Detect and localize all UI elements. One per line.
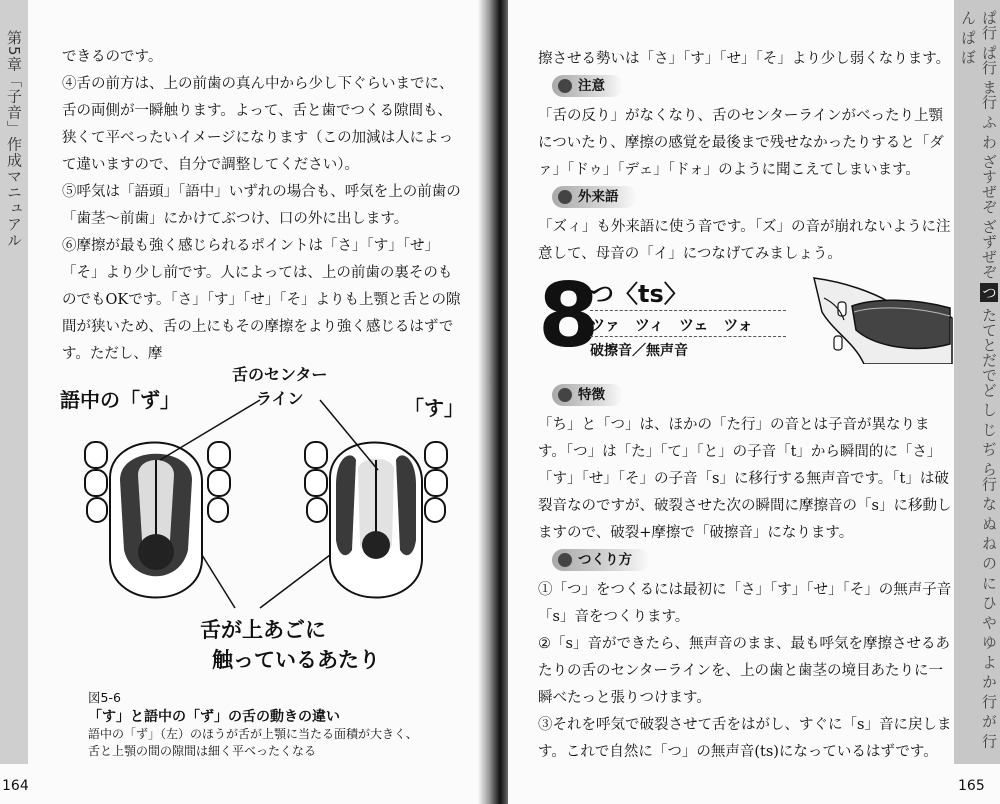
- tongue-illustration-left: [85, 442, 230, 598]
- right-lower-text: [538, 382, 952, 766]
- heading-bullet-icon: [558, 553, 572, 567]
- page-number-right: 165: [958, 778, 985, 794]
- section-heading: [552, 384, 623, 406]
- figure-description: 舌と上顎の間の隙間は細く平べったくなる: [88, 744, 317, 758]
- page-number-left: 164: [2, 778, 29, 794]
- heading-label: 外来語: [578, 188, 619, 205]
- figure-label-center-1: 舌のセンター: [232, 365, 328, 384]
- left-paragraph: できるのです。: [62, 49, 163, 65]
- figure-title: 「す」と語中の「ず」の舌の動きの違い: [88, 709, 340, 725]
- kana-index-tab: [954, 0, 1000, 764]
- figure-label-right: 「す」: [404, 396, 464, 420]
- sound-number: 8: [538, 264, 600, 367]
- tongue-illustration-right: [305, 442, 447, 598]
- figure-label-bottom-2: 触っているあたり: [212, 648, 380, 672]
- divider: [590, 336, 786, 337]
- step-text: ①「つ」をつくるには最初に「さ」「す」「せ」「そ」の無声子音「s」音をつくります。: [538, 582, 952, 625]
- section-text: 「ズィ」も外来語に使う音です。「ズ」の音が崩れないように注意して、母音の「イ」につなげてみましょう。: [538, 219, 951, 262]
- kana-index-current: つ: [980, 285, 998, 301]
- right-page: [508, 0, 1000, 804]
- figure-number: 図5-6: [88, 690, 121, 705]
- left-paragraph: ⑥摩擦が最も強く感じられるポイントは「さ」「す」「せ」「そ」より少し前です。人によっては、上の前歯の裏そのものでもOKです。「さ」「す」「せ」「そ」よりも上顎と舌との隙間が狭いため、舌の上にもその摩擦をより強く感じるはずです。ただし、摩: [62, 238, 461, 362]
- sound-variants: ツァ ツィ ツェ ツォ: [590, 316, 753, 334]
- heading-label: 注意: [578, 77, 605, 94]
- mouth-illustration: [804, 272, 954, 364]
- section-text: 「ち」と「つ」は、ほかの「た行」の音とは子音が異なります。「つ」は「た」「て」「と」の子音「t」から瞬間的に「さ」「す」「せ」「そ」の子音「s」に移行する無声音です。「t」は破裂音なのですが、破裂させた次の瞬間に摩擦音の「s」に移動しますので、破裂+摩擦で「破擦音」になります。: [538, 417, 952, 541]
- left-page: [0, 0, 492, 804]
- left-body-text: [62, 44, 466, 368]
- kana-index: [954, 10, 1000, 764]
- section-heading: [552, 186, 637, 208]
- left-paragraph: ⑤呼気は「語頭」「語中」いずれの場合も、呼気を上の前歯の「歯茎～前歯」にかけてぶつけ、口の外に出します。: [62, 184, 461, 227]
- sound-type: 破擦音／無声音: [590, 343, 688, 359]
- section-heading: [552, 75, 623, 97]
- left-paragraph: ④舌の前方は、上の前歯の真ん中から少し下ぐらいまでに、舌の両側が一瞬触ります。よって、舌と歯でつくる隙間も、狭くて平べったいイメージになります（この加減は人によって違いますので、自分で調整してください）。: [62, 76, 454, 173]
- figure-label-center-2: ライン: [256, 389, 304, 408]
- intro-line: 擦させる勢いは「さ」「す」「せ」「そ」より少し弱くなります。: [538, 51, 951, 67]
- sound-box: [590, 272, 958, 364]
- heading-label: つくり方: [578, 551, 632, 568]
- step-text: ②「s」音ができたら、無声音のまま、最も呼気を摩擦させるあたりの舌のセンターラインを、上の歯と歯茎の境目あたりに一瞬べたっと張りつけます。: [538, 636, 950, 706]
- figure-description: 語中の「ず」（左）のほうが舌が上顎に当たる面積が大きく、: [88, 727, 418, 741]
- sound-title: つ〈ts〉: [590, 280, 688, 308]
- section-text: 「舌の反り」がなくなり、舌のセンターラインがべったり上顎についたり、摩擦の感覚を最後まで残せなかったりすると「ダァ」「ドゥ」「デェ」「ドォ」のように聞こえてしまいます。: [538, 108, 944, 178]
- figure-caption: [88, 688, 448, 760]
- heading-bullet-icon: [558, 190, 572, 204]
- divider: [590, 310, 786, 311]
- figure-label-bottom-1: 舌が上あごに: [200, 618, 326, 642]
- chapter-tab: [0, 0, 28, 764]
- section-heading: [552, 549, 650, 571]
- chapter-tab-label: 第5章「子音」作成マニュアル: [5, 30, 23, 249]
- kana-index-after: たてとだでど し じ ぢ ら行 な ぬ ね の に ひ や ゆ よ か 行 が 行 ん ぱ ぼ: [959, 10, 998, 749]
- figure-label-left: 語中の「ず」: [60, 388, 180, 412]
- heading-label: 特徴: [578, 386, 605, 403]
- heading-bullet-icon: [558, 388, 572, 402]
- heading-bullet-icon: [558, 79, 572, 93]
- kana-index-before: ぱ行 ぱ行 ま行 ふ わ ざすぜぞ ざずぜぞ: [980, 10, 998, 284]
- step-text: ③それを呼気で破裂させて舌をはがし、すぐに「s」音に戻します。これで自然に「つ」の無声音(ts)になっているはずです。: [538, 717, 952, 760]
- right-upper-text: [538, 46, 952, 268]
